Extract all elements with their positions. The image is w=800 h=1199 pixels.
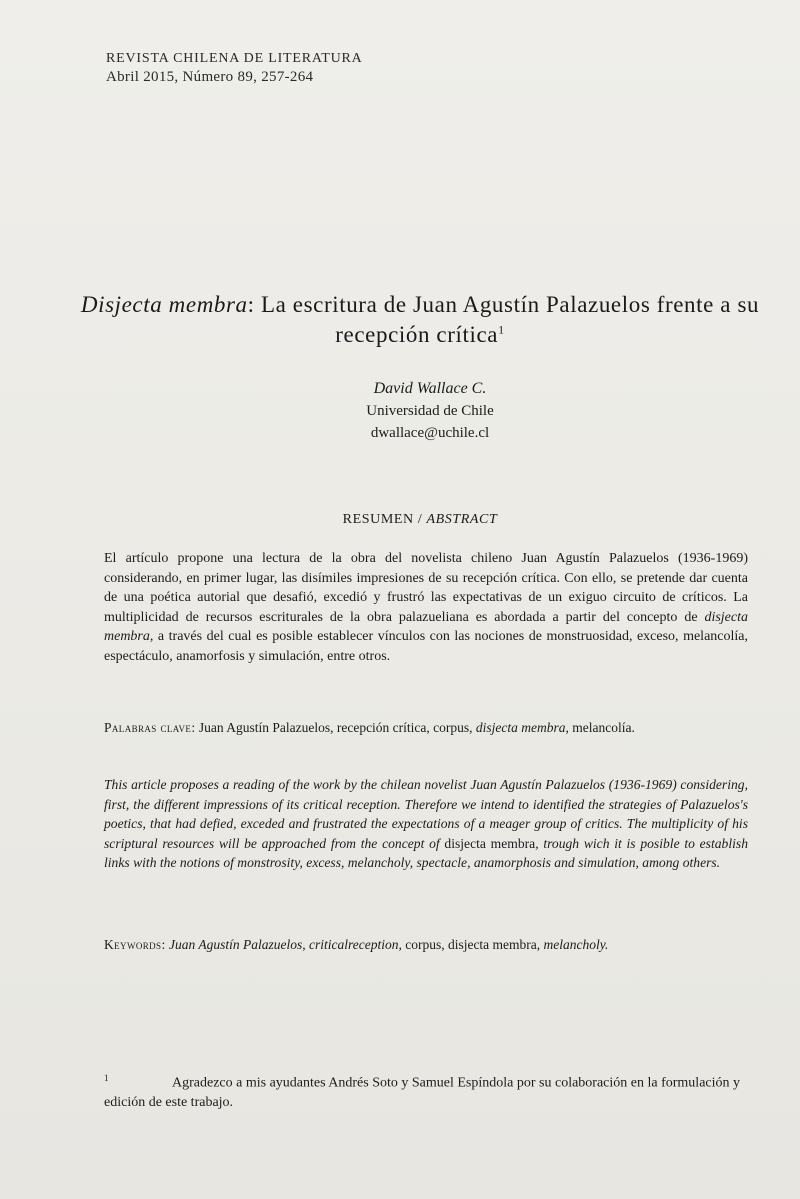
journal-name: REVISTA CHILENA DE LITERATURA xyxy=(106,51,363,66)
keywords-en-label: Keywords: xyxy=(104,937,166,952)
running-head xyxy=(106,50,363,86)
keywords-es-italic: disjecta membra xyxy=(475,720,566,735)
keywords-es-label: Palabras clave: xyxy=(104,720,196,735)
abstract-en-part2: , trough wich it is posible to establish links with the notions of monstrosity, excess, melancholy, spectacle, anamorphosis and simulation, among others. xyxy=(104,835,748,871)
author-affiliation: Universidad de Chile xyxy=(366,403,494,419)
article-title xyxy=(70,290,770,350)
abstract-en-part1: This article proposes a reading of the work by the chilean novelist Juan Agustín Palazuelos (1936-1969) considering, first, the different impressions of its critical reception. Therefore we intend to identified the strategies of Palazuelos's poetics, that had defied, exceded and frustrated the expectations of a meager group of critics. The multiplicity of his scriptural resources will be approached from the concept of xyxy=(104,777,748,851)
title-footnote-mark: 1 xyxy=(498,322,505,337)
title-rest: : La escritura de Juan Agustín Palazuelos frente a su recepción crítica xyxy=(247,292,760,347)
footnote-indent xyxy=(104,1069,172,1093)
footnote xyxy=(104,1069,748,1113)
issue-info: Abril 2015, Número 89, 257-264 xyxy=(106,69,314,85)
author-name: David Wallace C. xyxy=(373,380,487,397)
title-italic-part: Disjecta membra xyxy=(80,292,248,317)
footnote-text: Agradezco a mis ayudantes Andrés Soto y Samuel Espíndola por su colaboración en la formulación y edición de este trabajo. xyxy=(104,1075,741,1111)
author-email: dwallace@uchile.cl xyxy=(370,425,490,441)
keywords-spanish xyxy=(104,718,754,737)
keywords-es-part1: Juan Agustín Palazuelos, recepción crítica, corpus, xyxy=(195,720,476,735)
footnote-mark: 1 xyxy=(104,1073,109,1083)
abstract-heading xyxy=(200,512,640,528)
abstract-english xyxy=(104,775,748,873)
abstract-en-upright: disjecta membra xyxy=(444,835,536,851)
keywords-english xyxy=(104,935,759,954)
keywords-en-part1: corpus, disjecta membra, xyxy=(401,937,544,952)
keywords-es-part2: , melancolía. xyxy=(565,720,635,735)
heading-abstract: ABSTRACT xyxy=(426,512,498,527)
abstract-es-part2: , a través del cual es posible establecer vínculos con las nociones de monstruosidad, exceso, melancolía, espectáculo, anamorfosis y simulación, entre otros. xyxy=(104,629,748,664)
author-block xyxy=(300,378,560,444)
abstract-es-part1: El artículo propone una lectura de la obra del novelista chileno Juan Agustín Palazuelos (1936-1969) considerando, en primer lugar, las disímiles impresiones de su recepción crítica. Con ello, se pretende dar cuenta de una poética autorial que desafió, excedió y frustró las expectativas de un exiguo circuito de críticos. La multiplicidad de recursos escriturales de la obra palazueliana es abordada a partir del concepto de xyxy=(104,551,748,625)
heading-resumen: RESUMEN / xyxy=(342,512,427,527)
keywords-en-italic2: melancholy. xyxy=(543,937,609,952)
keywords-en-italic: Juan Agustín Palazuelos, criticalreception, xyxy=(165,937,402,952)
abstract-spanish xyxy=(104,549,748,667)
abstract-es-italic: disjecta membra xyxy=(104,609,748,645)
